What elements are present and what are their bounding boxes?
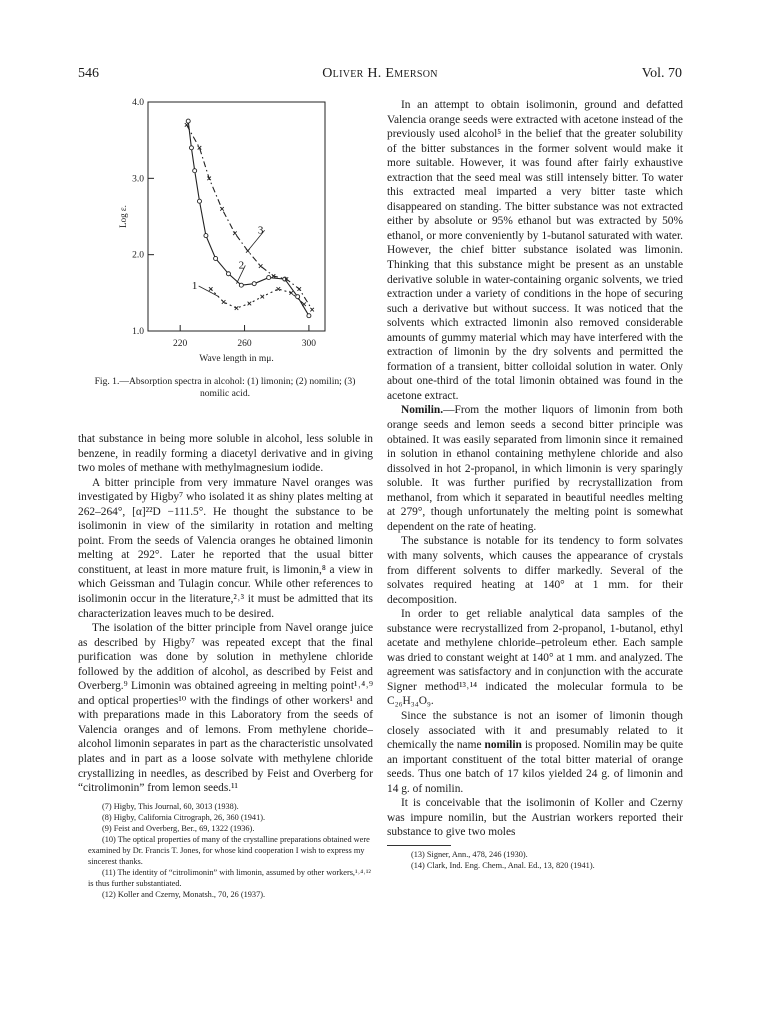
series-2-point (252, 282, 256, 286)
paragraph (387, 403, 683, 534)
figure-caption: Fig. 1.—Absorption spectra in alcohol: (1) limonin; (2) nomilin; (3) nomilic acid. (94, 376, 356, 400)
volume-label: Vol. 70 (641, 66, 682, 81)
series-1-point (248, 302, 252, 306)
series-2-point (186, 119, 190, 123)
paragraph-text: is proposed. Nomilin may be quite an important constituent of the total bitter material of orange seeds. Thus one batch of 17 kilos yielded 24 g. of limonin and 14 g. of nomilin. (387, 739, 684, 795)
series-2-point (204, 234, 208, 238)
series-2-point (239, 283, 243, 287)
series-3-point (310, 308, 314, 312)
series-3-point (185, 123, 189, 127)
y-tick-label: 4.0 (132, 98, 144, 108)
series-2-label: 2 (238, 259, 245, 272)
footnotes-right (387, 845, 683, 871)
paragraph-text: Since the substance is not an isomer of limonin though closely associated with it and presumably related to it chemically the name (387, 709, 683, 752)
page-number: 546 (78, 66, 99, 81)
paragraph: It is conceivable that the isolimonin of Koller and Czerny was impure nomilin, but the Austrian workers reported their substance to give two moles (387, 797, 683, 839)
footnote: (10) The optical properties of many of the crystalline preparations obtained were examined by Dr. Francis T. Jones, for whose kind cooperation I wish to express my sincerest thanks. (88, 834, 370, 866)
y-tick-label: 2.0 (132, 250, 144, 261)
x-axis-label: Wave length in mμ. (199, 354, 274, 364)
series-2-point (226, 272, 230, 276)
paragraph (387, 709, 683, 796)
paragraph-body: —From the mother liquors of limonin from both orange seeds and lemon seeds a second bitter principle was obtained. It was easily separated from limonin since it remained in solution in ethanol containing methylene chloride and also dissolved in hot 2-propanol, in which limonin is very sparingly soluble. It was further purified by recrystallization from methanol, from which it separated in beautiful needles melting at 279°, though unfortunately the melting point is somewhat dependent on the rate of heating. (387, 404, 683, 533)
series-2-point (267, 276, 271, 280)
series-3-point (259, 264, 263, 268)
paragraph: The isolation of the bitter principle from Navel orange juice as described by Higby⁷ was repeated except that the final purification was done by solution in methylene chloride followed by the addition of alcohol, as described by Feist and Overberg.⁹ Limonin was obtained agreeing in melting point¹˒⁴˒⁹ and optical properties¹⁰ with the findings of other workers¹ and with preparations made in this Laboratory from the seeds of Valencia oranges and of lemons. From methylene choride–alcohol limonin separates in part as the characteristic unsolvated plates and in part as a loose solvate with methylene chloride crystallizing in needles, as described by Feist and Overberg for “citrolimonin” from lemon seeds.¹¹ (78, 622, 373, 795)
paragraph: The substance is notable for its tendency to form solvates with many solvents, which causes the appearance of crystals from different solvents to differ markedly. Several of the solvates required heating at 140° at 1 mm. for their decomposition. (387, 535, 683, 606)
series-2-point (189, 146, 193, 150)
series-3-point (297, 287, 301, 291)
series-3-point (233, 231, 237, 235)
absorption-spectra-chart (96, 96, 356, 368)
footnote-rule (387, 845, 451, 846)
x-tick-label: 220 (173, 339, 188, 349)
series-2-point (307, 314, 311, 318)
series-1-point (222, 300, 226, 304)
left-column (78, 432, 373, 900)
series-2-point (214, 256, 218, 260)
x-tick-label: 260 (237, 339, 252, 349)
running-author: Oliver H. Emerson (322, 66, 438, 81)
paragraph: In an attempt to obtain isolimonin, ground and defatted Valencia orange seeds were extracted with acetone instead of the previously used alcohol⁵ in the belief that the greater solubility of the bitter substances in the former solvent would make it more suitable. However, it was found after fairly exhaustive extraction that the seed meal was still intensely bitter. To water this extracted meal imparted a very bitter taste which disappeared on standing. The bitter substance was not extracted either by absolute or 95% ethanol but was extracted by 50% ethanol, or more conveniently by 1-butanol saturated with water. However, the chief bitter substance isolated was limonin. Thinking that this substance might be present as an unstable derivative soluble in water-containing organic solvents, we tried extraction under a variety of conditions in the hope of securing such a derivative but without success. It was noticed that the solvents which extracted limonin also removed considerable amounts of gummy material which may have interfered with the extraction of limonin by the dry solvents and permitted the formation of a transient, bitter colloidal solution in water. Only about one-third of the total limonin obtained was found in the acetone extract. (387, 99, 683, 402)
footnote: (8) Higby, California Citrograph, 26, 360 (1941). (102, 812, 266, 822)
footnotes-left (78, 801, 373, 900)
right-column (387, 98, 683, 871)
series-2-point (296, 295, 300, 299)
series-2-line (188, 121, 309, 316)
y-tick-label: 3.0 (132, 174, 144, 185)
footnote: (9) Feist and Overberg, Ber., 69, 1322 (1936). (102, 823, 255, 833)
x-tick-label: 300 (301, 339, 317, 349)
y-axis-label: Log ε. (118, 205, 128, 228)
paragraph: In order to get reliable analytical data samples of the substance were recrystallized from 2-propanol, 1-butanol, ethyl acetate and methylene chloride–petroleum ether. Each sample was dried to constant weight at 140° at 1 mm. and analyzed. The agreement was satisfactory and in conjunction with the accurate Signer method¹³˒¹⁴ indicated the molecular formula to be C₂₆H₃₄O₉. (387, 608, 683, 708)
footnote: (13) Signer, Ann., 478, 246 (1930). (411, 849, 528, 859)
series-2-point (197, 199, 201, 203)
paragraph: that substance in being more soluble in alcohol, less soluble in benzene, in readily forming a diacetyl derivative and in giving two moles of methane with methylmagnesium iodide. (78, 433, 373, 475)
series-1-label: 1 (191, 280, 198, 293)
term-nomilin: nomilin (484, 739, 522, 752)
footnote: (7) Higby, This Journal, 60, 3013 (1938). (102, 801, 239, 811)
series-1-point (209, 287, 213, 291)
y-tick-label: 1.0 (132, 327, 144, 337)
series-3-label: 3 (257, 224, 264, 237)
series-2-point (193, 169, 197, 173)
series-1-point (277, 287, 281, 291)
footnote: (14) Clark, Ind. Eng. Chem., Anal. Ed., 13, 820 (1941). (411, 860, 595, 870)
series-3-line (187, 125, 313, 310)
section-heading: Nomilin. (401, 404, 444, 417)
paragraph: A bitter principle from very immature Navel oranges was investigated by Higby⁷ who isolated it as shiny plates melting at 262–264°, [α]²²D −111.5°. He thought the substance to be isolimonin in view of the similarity in rotation and melting point. From the seeds of Valencia oranges he obtained limonin melting at 292°. Later he reported that the usual bitter constituent, at least in more mature fruit, is limonin,⁸ a view in which Geissman and Tulagin concur. While other references to isolimonin occur in the literature,²˒³ it must be admitted that its characterization leaves much to be desired. (78, 476, 373, 620)
footnote: (12) Koller and Czerny, Monatsh., 70, 26 (1937). (102, 889, 266, 899)
running-header (78, 66, 682, 86)
footnote: (11) The identity of “citrolimonin” with limonin, assumed by other workers,¹˒⁴˒¹² is thus further substantiated. (88, 867, 371, 888)
